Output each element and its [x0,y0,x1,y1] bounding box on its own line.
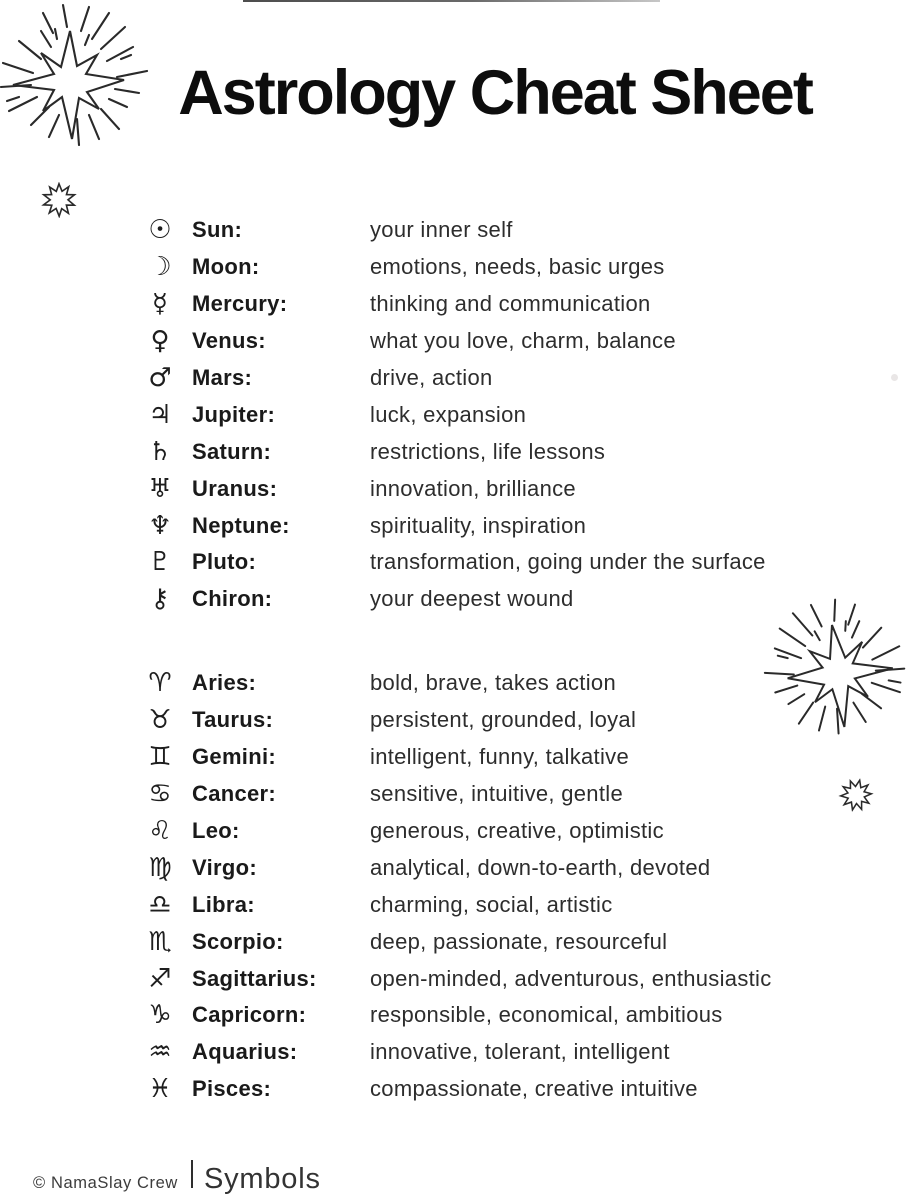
planet-meaning: spirituality, inspiration [370,512,587,538]
cancer-symbol: ♋ [148,779,172,810]
zodiac-meaning: compassionate, creative intuitive [370,1076,698,1102]
zodiac-row [142,702,862,739]
zodiac-name: Scorpio: [192,928,284,954]
zodiac-row [142,776,862,813]
planet-name: Uranus: [192,475,278,501]
footer-separator-bar [191,1160,193,1188]
pisces-symbol: ♓ [148,1074,172,1105]
planet-name: Venus: [192,328,266,354]
zodiac-name: Aries: [192,670,257,696]
aries-symbol: ♈ [148,668,172,699]
aquarius-symbol: ♒ [148,1037,172,1068]
planet-name: Jupiter: [192,401,276,427]
footer-copyright: © NamaSlay Crew [33,1174,178,1192]
zodiac-row [142,739,862,776]
libra-symbol: ♎ [148,889,172,920]
zodiac-row [142,849,862,886]
saturn-symbol: ♄ [148,436,172,467]
zodiac-row [142,1071,862,1108]
sagittarius-symbol: ♐ [148,963,172,994]
zodiac-name: Aquarius: [192,1039,298,1065]
pluto-symbol: ♇ [148,547,172,578]
planet-name: Pluto: [192,549,257,575]
planet-row [142,249,862,286]
zodiac-meaning: bold, brave, takes action [370,670,616,696]
zodiac-meaning: intelligent, funny, talkative [370,744,629,770]
burst-star-icon [41,182,77,218]
zodiac-row [142,923,862,960]
zodiac-row [142,1034,862,1071]
zodiac-meaning: generous, creative, optimistic [370,818,664,843]
zodiac-row [142,960,862,997]
chiron-symbol: ⚷ [150,584,170,615]
zodiac-name: Pisces: [192,1076,272,1102]
planet-meaning: restrictions, life lessons [370,438,606,464]
zodiac-meaning: open-minded, adventurous, enthusiastic [370,965,772,991]
mars-symbol: ♂ [148,363,172,393]
zodiac-meaning: analytical, down-to-earth, devoted [370,854,711,880]
footer [33,1160,321,1196]
moon-symbol: ☽ [148,252,172,283]
planet-name: Sun: [192,217,243,243]
planet-list [142,212,862,618]
planet-name: Neptune: [192,512,290,538]
planet-row [142,360,862,397]
planet-name: Saturn: [192,438,272,464]
zodiac-row [142,886,862,923]
planet-row [142,433,862,470]
planet-meaning: luck, expansion [370,401,527,427]
zodiac-meaning: deep, passionate, resourceful [370,928,668,954]
planet-row [142,286,862,323]
zodiac-row [142,665,862,702]
planet-name: Moon: [192,254,260,280]
planet-row [142,581,862,618]
zodiac-name: Capricorn: [192,1002,307,1028]
uranus-symbol: ♅ [148,473,172,504]
zodiac-row [142,997,862,1034]
venus-symbol: ♀ [150,326,170,357]
page-top-edge-line [243,0,660,2]
zodiac-name: Sagittarius: [192,965,317,991]
planet-row [142,470,862,507]
zodiac-name: Taurus: [192,707,274,733]
gemini-symbol: ♊ [148,742,172,773]
zodiac-meaning: innovative, tolerant, intelligent [370,1039,670,1065]
virgo-symbol: ♍ [148,852,172,883]
page-title: Astrology Cheat Sheet [178,58,812,128]
planet-row [142,544,862,581]
footer-brand: Symbols [203,1163,321,1195]
zodiac-name: Cancer: [192,781,277,807]
capricorn-symbol: ♑ [148,1000,172,1031]
zodiac-meaning: charming, social, artistic [370,891,613,917]
planet-meaning: drive, action [370,365,493,390]
planet-meaning: innovation, brilliance [370,475,576,501]
planet-name: Mars: [192,365,253,390]
taurus-symbol: ♉ [148,705,172,736]
zodiac-name: Leo: [192,818,240,843]
zodiac-list [142,665,862,1108]
zodiac-name: Libra: [192,891,255,917]
planet-meaning: what you love, charm, balance [370,328,676,354]
starburst-doodle-icon [0,1,157,161]
planet-meaning: emotions, needs, basic urges [370,254,665,280]
planet-row [142,507,862,544]
neptune-symbol: ♆ [148,510,172,541]
planet-meaning: your deepest wound [370,586,574,612]
zodiac-meaning: sensitive, intuitive, gentle [370,781,623,807]
zodiac-row [142,813,862,850]
leo-symbol: ♌ [148,816,172,846]
zodiac-name: Virgo: [192,854,257,880]
zodiac-name: Gemini: [192,744,276,770]
planet-row [142,212,862,249]
planet-name: Chiron: [192,586,273,612]
planet-row [142,396,862,433]
mercury-symbol: ☿ [152,289,168,320]
zodiac-meaning: persistent, grounded, loyal [370,707,637,733]
planet-name: Mercury: [192,291,288,317]
planet-meaning: transformation, going under the surface [370,549,766,575]
zodiac-meaning: responsible, economical, ambitious [370,1002,723,1028]
scorpio-symbol: ♏ [148,926,172,957]
jupiter-symbol: ♃ [148,399,172,430]
sun-symbol: ☉ [148,215,172,246]
planet-row [142,323,862,360]
faint-dot [891,374,898,381]
planet-meaning: your inner self [370,217,513,243]
planet-meaning: thinking and communication [370,291,651,317]
